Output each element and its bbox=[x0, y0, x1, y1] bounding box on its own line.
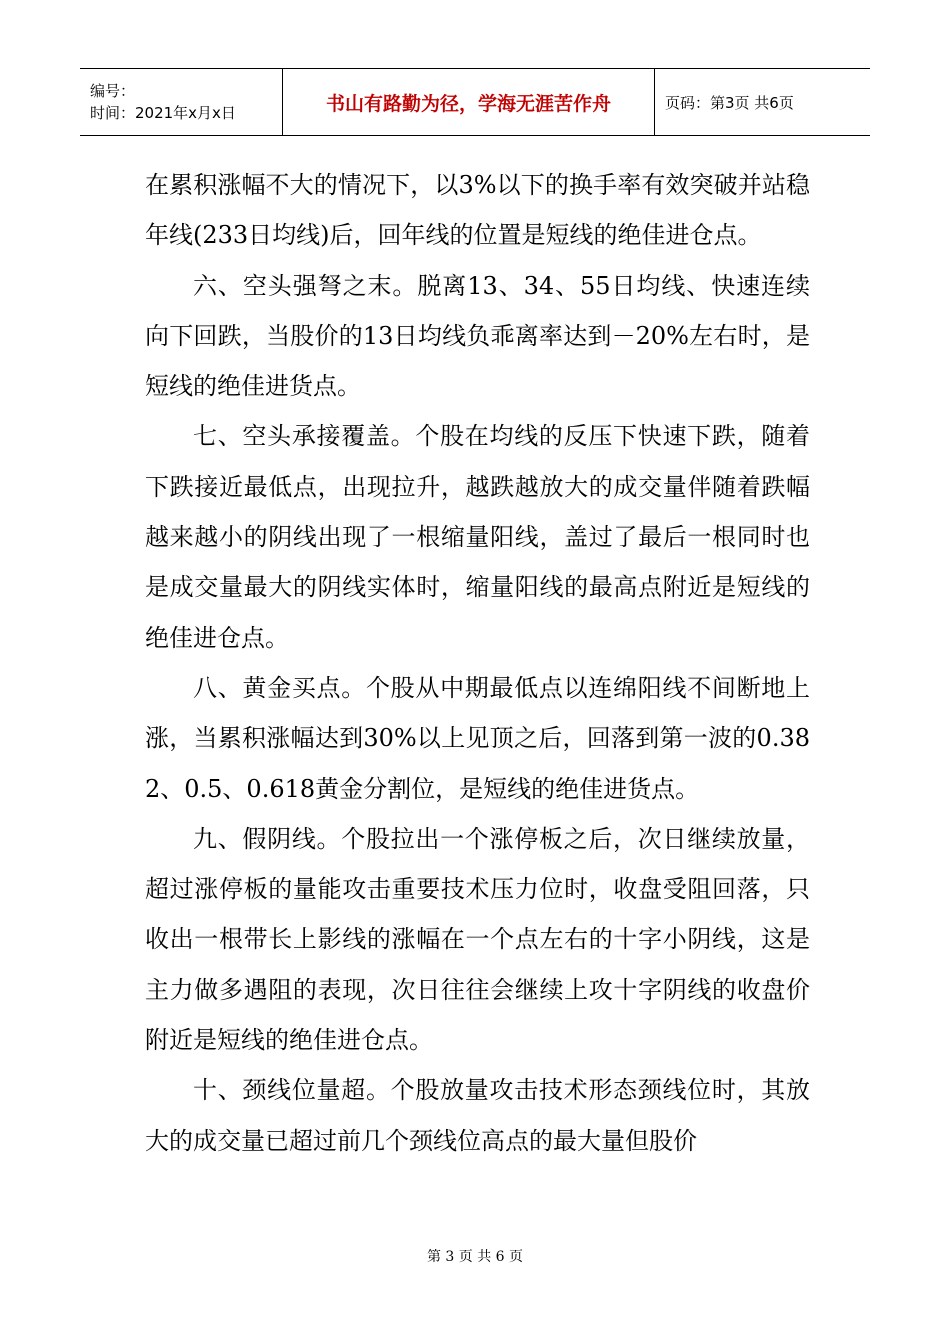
page-footer bbox=[0, 1246, 950, 1266]
header-motto bbox=[283, 69, 655, 135]
page-header bbox=[80, 68, 870, 136]
paragraph-10: 十、颈线位量超。个股放量攻击技术形态颈线位时，其放大的成交量已超过前几个颈线位高点的最大量但股价 bbox=[145, 1076, 810, 1155]
page-info-text: 页码：第3页 共6页 bbox=[665, 93, 794, 112]
paragraph-8: 八、黄金买点。个股从中期最低点以连绵阳线不间断地上涨，当累积涨幅达到30%以上见顶之后，回落到第一波的0.382、0.5、0.618黄金分割位，是短线的绝佳进货点。 bbox=[145, 673, 810, 803]
motto-text: 书山有路勤为径，学海无涯苦作舟 bbox=[325, 92, 611, 115]
header-meta bbox=[80, 69, 283, 135]
paragraph-7: 七、空头承接覆盖。个股在均线的反压下快速下跌，随着下跌接近最低点，出现拉升，越跌越放大的成交量伴随着跌幅越来越小的阴线出现了一根缩量阳线，盖过了最后一根同时也是成交量最大的阴线实体时，缩量阳线的最高点附近是短线的绝佳进仓点。 bbox=[145, 422, 810, 652]
document-date: 时间：2021年x月x日 bbox=[90, 104, 236, 122]
paragraph-continuation: 在累积涨幅不大的情况下，以3%以下的换手率有效突破并站稳年线(233日均线)后，回年线的位置是短线的绝佳进仓点。 bbox=[145, 171, 810, 250]
document-body bbox=[145, 160, 810, 1166]
header-page-info bbox=[655, 69, 870, 135]
paragraph-6: 六、空头强弩之末。脱离13、34、55日均线、快速连续向下回跌，当股价的13日均线负乖离率达到－20%左右时，是短线的绝佳进货点。 bbox=[145, 271, 810, 401]
paragraph-9: 九、假阴线。个股拉出一个涨停板之后，次日继续放量，超过涨停板的量能攻击重要技术压力位时，收盘受阻回落，只收出一根带长上影线的涨幅在一个点左右的十字小阴线，这是主力做多遇阻的表现，次日往往会继续上攻十字阴线的收盘价附近是短线的绝佳进仓点。 bbox=[145, 824, 810, 1055]
document-number-label: 编号： bbox=[90, 82, 136, 100]
footer-page-number: 第 3 页 共 6 页 bbox=[426, 1249, 524, 1265]
